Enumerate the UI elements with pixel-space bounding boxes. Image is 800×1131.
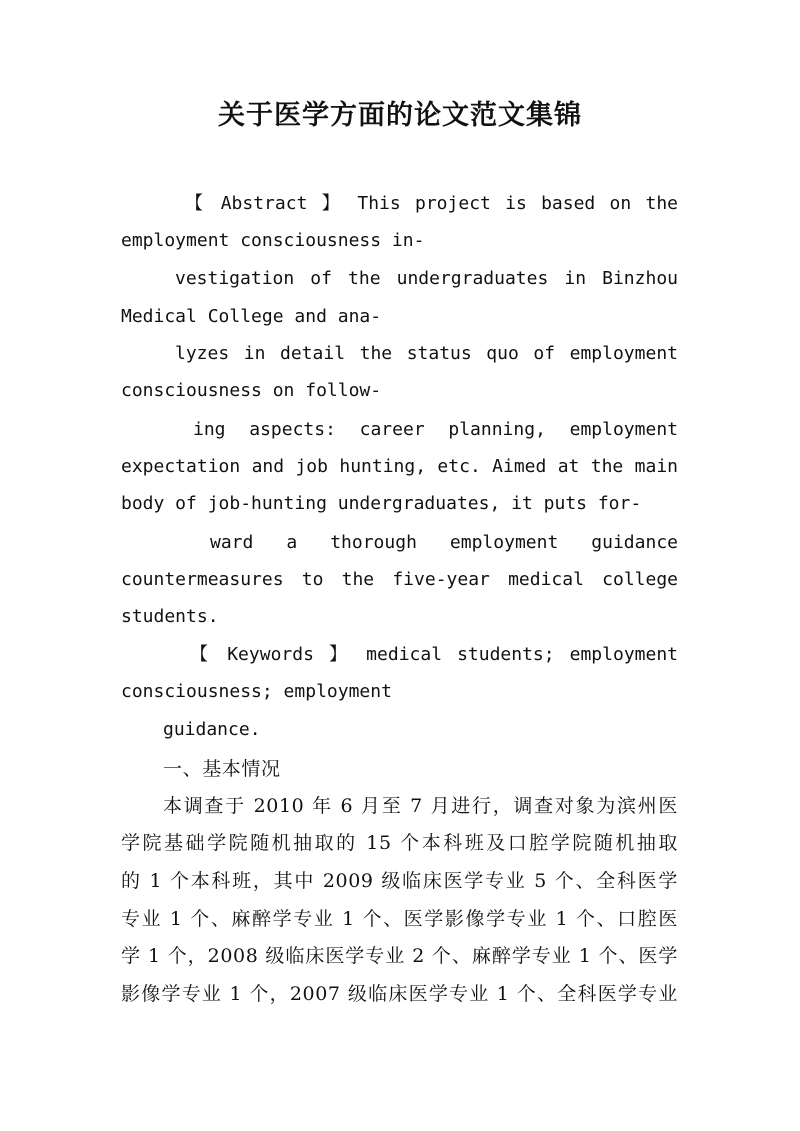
body-line-2: 学院基础学院随机抽取的 15 个本科班及口腔学院随机抽取 [121, 832, 678, 854]
abstract-line-2: employment consciousness in- [121, 230, 425, 251]
abstract-line-10: ward a thorough employment guidance [210, 532, 678, 553]
abstract-line-8: expectation and job hunting, etc. Aimed at the main [121, 456, 678, 477]
body-line-4: 专业 1 个、麻醉学专业 1 个、医学影像学专业 1 个、口腔医 [121, 908, 678, 930]
abstract-line-7: ing aspects: career planning, employment [193, 419, 678, 440]
abstract-line-1: 【 Abstract 】 This project is based on the [185, 193, 678, 214]
keywords-line-3: guidance. [163, 719, 261, 740]
keywords-line-1: 【 Keywords 】 medical students; employment [190, 644, 678, 665]
abstract-line-12: students. [121, 606, 219, 627]
abstract-line-4: Medical College and ana- [121, 306, 382, 327]
section-heading: 一、基本情况 [163, 758, 281, 780]
keywords-line-2: consciousness; employment [121, 681, 392, 702]
body-line-3: 的 1 个本科班，其中 2009 级临床医学专业 5 个、全科医学 [121, 870, 678, 892]
abstract-line-3: vestigation of the undergraduates in Binzhou [175, 268, 678, 289]
body-line-6: 影像学专业 1 个，2007 级临床医学专业 1 个、全科医学专业 [121, 983, 678, 1005]
abstract-line-5: lyzes in detail the status quo of employment [175, 343, 678, 364]
body-line-5: 学 1 个，2008 级临床医学专业 2 个、麻醉学专业 1 个、医学 [121, 945, 678, 967]
body-line-1: 本调查于 2010 年 6 月至 7 月进行，调查对象为滨州医 [163, 795, 678, 817]
document-title: 关于医学方面的论文范文集锦 [218, 100, 582, 131]
abstract-line-11: countermeasures to the five-year medical college [121, 569, 678, 590]
abstract-line-9: body of job-hunting undergraduates, it puts for- [121, 493, 642, 514]
abstract-line-6: consciousness on follow- [121, 380, 382, 401]
